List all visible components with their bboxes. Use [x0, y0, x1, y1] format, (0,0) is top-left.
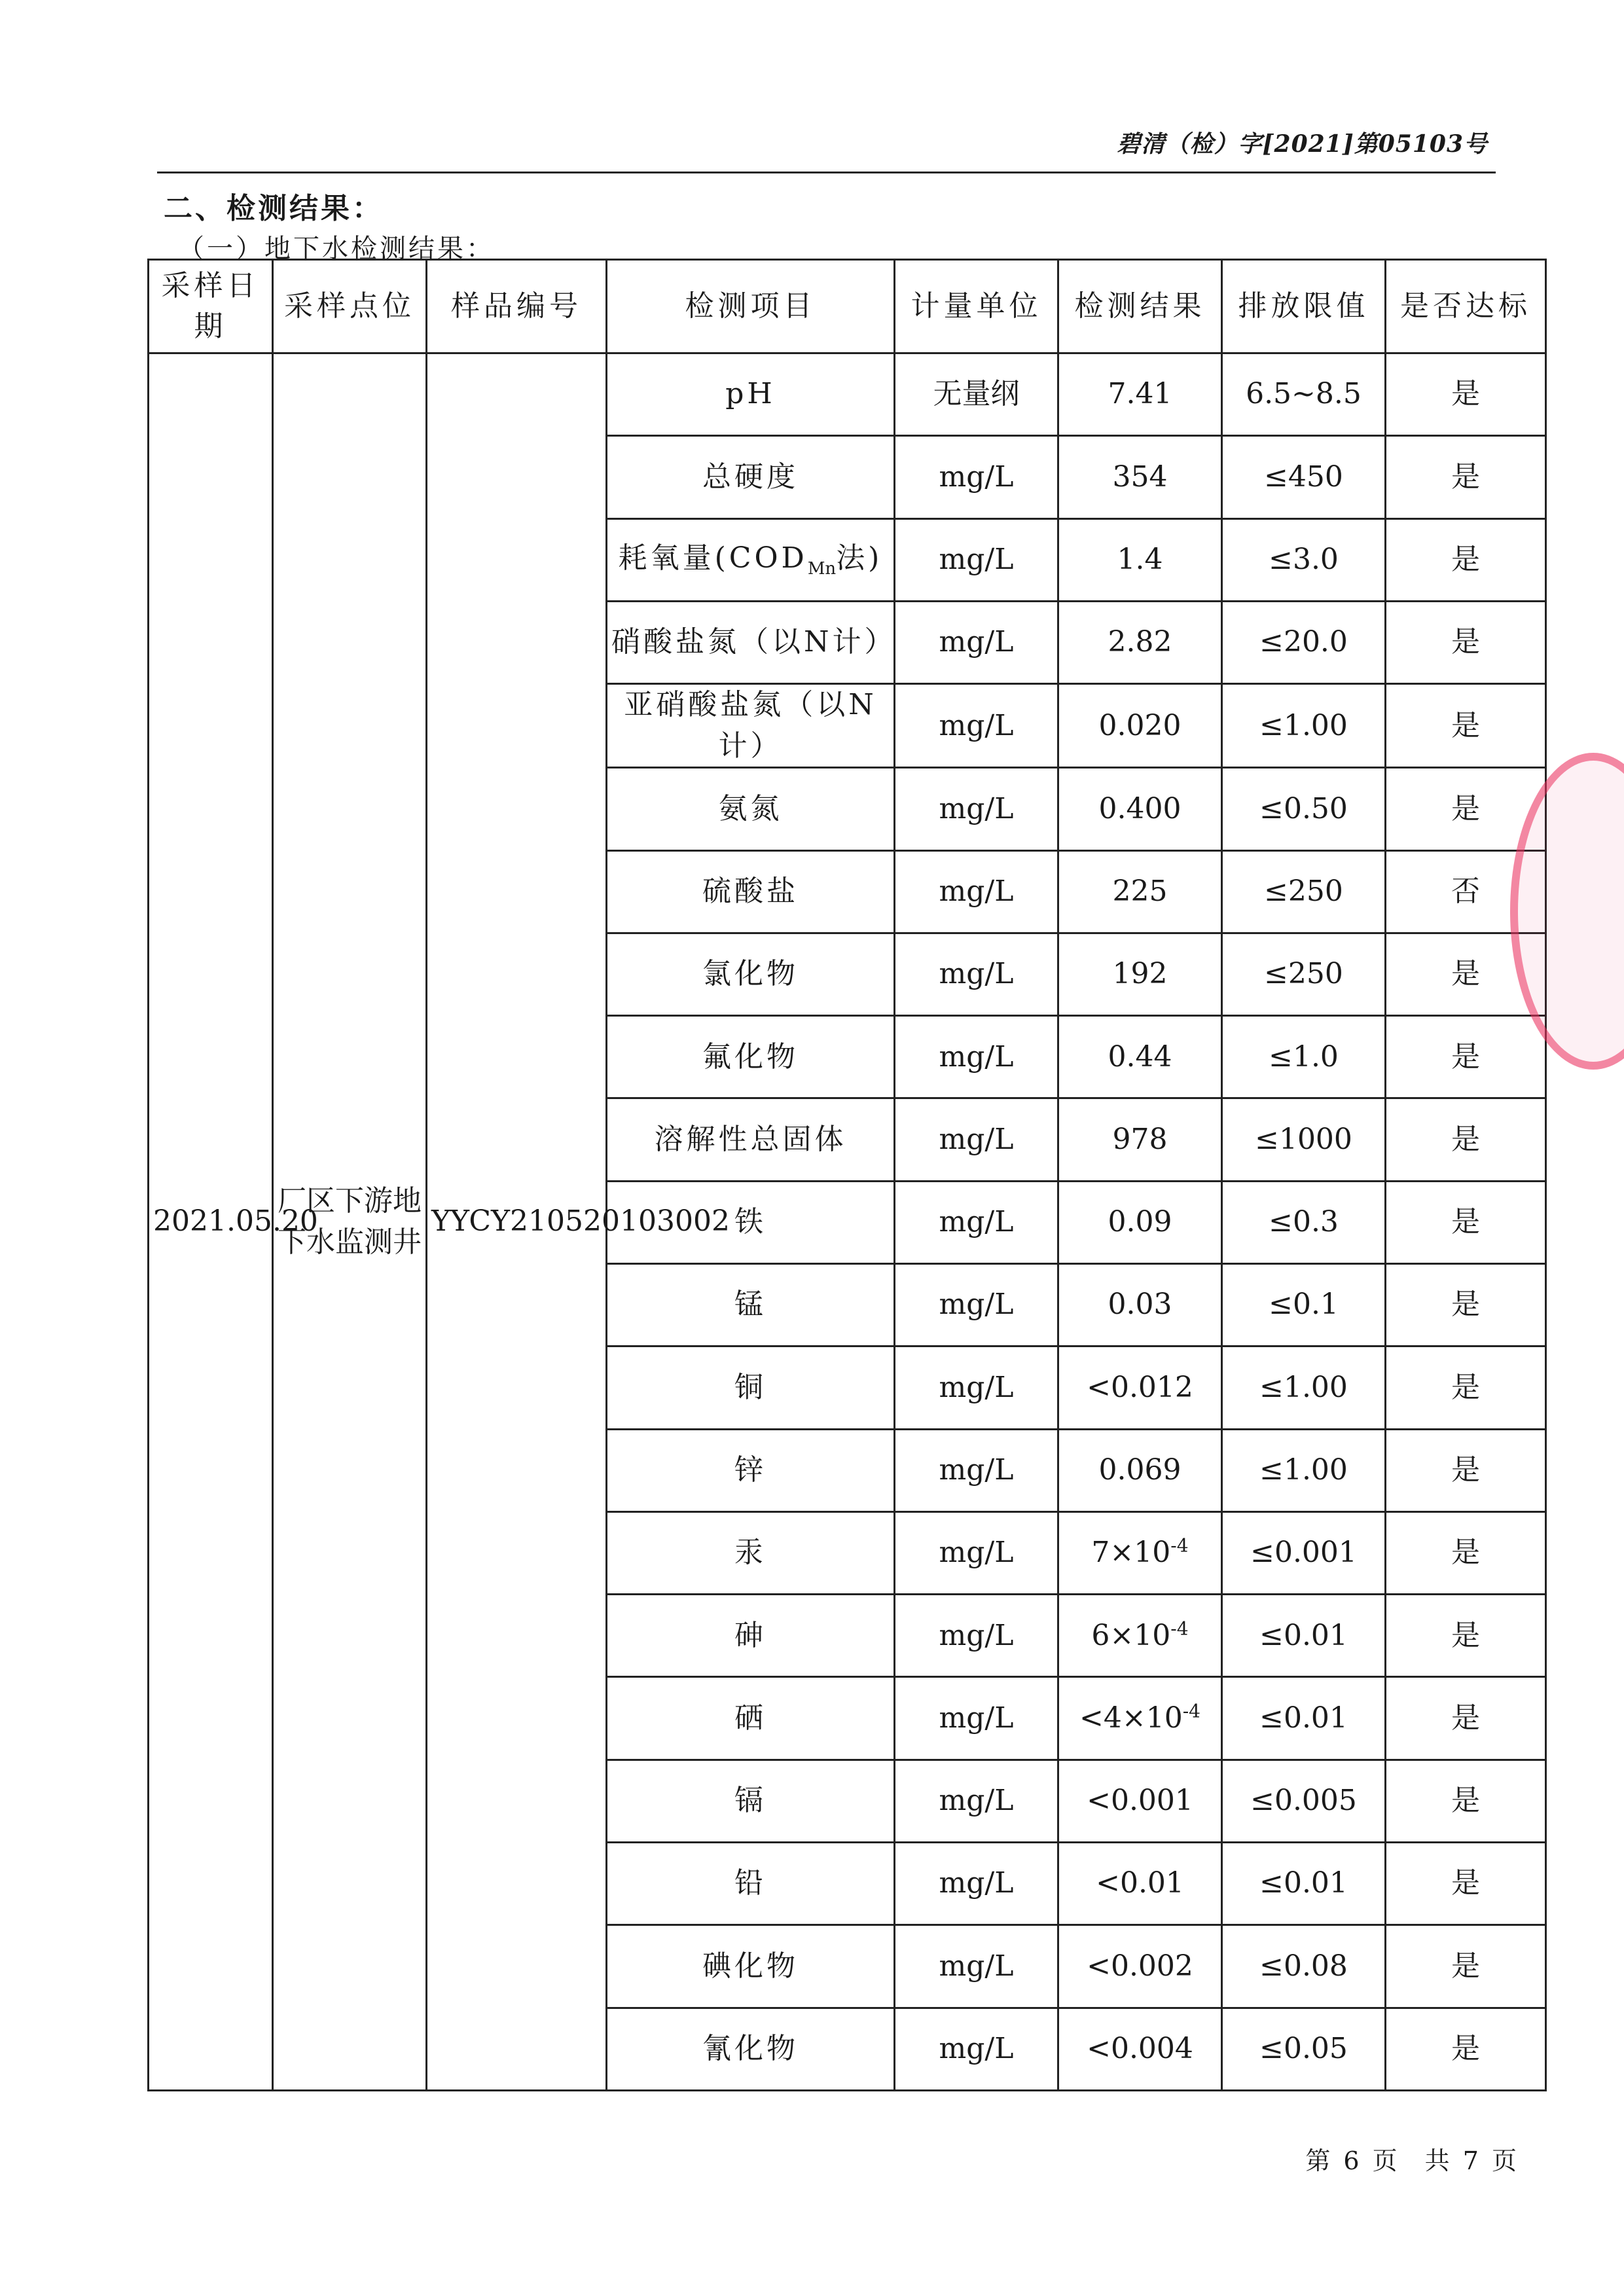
result-value: 0.09: [1108, 1205, 1172, 1239]
item-name: 氰化物: [702, 2032, 799, 2066]
result-value: 354: [1112, 460, 1168, 494]
item-name: 镉: [734, 1784, 767, 1818]
item-name: 铜: [734, 1370, 767, 1404]
compliant-cell: 否: [1386, 850, 1546, 933]
header-compliant: 是否达标: [1386, 260, 1546, 353]
section-title: 二、检测结果：: [164, 192, 384, 225]
limit-cell: ≤20.0: [1222, 601, 1386, 683]
item-name: 锌: [734, 1453, 767, 1487]
compliant-cell: 是: [1386, 768, 1546, 850]
compliant-cell: 是: [1386, 1677, 1546, 1760]
item-cell: [607, 1098, 895, 1181]
header-date: 采样日期: [149, 260, 273, 353]
unit-cell: mg/L: [895, 601, 1058, 683]
groundwater-results-table: [147, 259, 1547, 2091]
unit-cell: mg/L: [895, 1760, 1058, 1842]
compliant-cell: 是: [1386, 2008, 1546, 2090]
compliant-cell: 是: [1386, 1264, 1546, 1346]
unit-cell: mg/L: [895, 768, 1058, 850]
result-value: 0.400: [1098, 791, 1182, 825]
result-cell: [1058, 1346, 1222, 1429]
unit-cell: mg/L: [895, 1098, 1058, 1181]
header-limit: 排放限值: [1222, 260, 1386, 353]
result-exponent: -4: [1170, 1534, 1189, 1557]
result-exponent: -4: [1170, 1617, 1189, 1639]
item-cell: [607, 933, 895, 1015]
unit-cell: mg/L: [895, 1511, 1058, 1594]
result-exponent: -4: [1182, 1700, 1200, 1722]
result-value: 0.020: [1098, 708, 1182, 742]
compliant-cell: 是: [1386, 1429, 1546, 1511]
result-value: 0.069: [1098, 1453, 1182, 1487]
header-item: 检测项目: [607, 260, 895, 353]
result-value: 1.4: [1117, 542, 1163, 576]
limit-cell: ≤1.00: [1222, 1429, 1386, 1511]
limit-cell: ≤450: [1222, 436, 1386, 518]
result-cell: [1058, 684, 1222, 768]
limit-cell: ≤250: [1222, 850, 1386, 933]
result-cell: [1058, 1677, 1222, 1760]
item-name: 亚硝酸盐氮（以N计）: [624, 688, 877, 763]
result-cell: [1058, 601, 1222, 683]
item-name: 溶解性总固体: [654, 1122, 847, 1156]
limit-cell: ≤0.3: [1222, 1181, 1386, 1263]
result-cell: [1058, 1925, 1222, 2008]
result-cell: [1058, 353, 1222, 436]
unit-cell: mg/L: [895, 933, 1058, 1015]
result-cell: [1058, 1016, 1222, 1098]
unit-cell: mg/L: [895, 1264, 1058, 1346]
item-cell: [607, 1264, 895, 1346]
item-name: 汞: [734, 1536, 767, 1570]
result-value: 978: [1112, 1122, 1168, 1156]
limit-cell: ≤250: [1222, 933, 1386, 1015]
item-cell: [607, 436, 895, 518]
compliant-cell: 是: [1386, 353, 1546, 436]
result-value: 0.03: [1108, 1288, 1172, 1322]
item-cell: [607, 1677, 895, 1760]
compliant-cell: 是: [1386, 1346, 1546, 1429]
result-value: 2.82: [1108, 625, 1172, 659]
result-value: 7.41: [1108, 377, 1172, 411]
compliant-cell: 是: [1386, 1595, 1546, 1677]
result-cell: [1058, 436, 1222, 518]
merged-date-cell: 2021.05.20: [149, 353, 273, 2091]
table-header-row: [149, 260, 1546, 353]
document-number: 碧清（检）字[2021]第05103号: [1117, 130, 1488, 158]
item-cell: [607, 1843, 895, 1925]
compliant-cell: 是: [1386, 1181, 1546, 1263]
item-name: 氨氮: [718, 791, 783, 825]
unit-cell: mg/L: [895, 1843, 1058, 1925]
item-cell: [607, 353, 895, 436]
compliant-cell: 是: [1386, 601, 1546, 683]
item-cell: [607, 518, 895, 601]
unit-cell: mg/L: [895, 1677, 1058, 1760]
table-body: [149, 353, 1546, 2091]
merged-sample-no-cell: YYCY210520103002: [427, 353, 607, 2091]
unit-cell: mg/L: [895, 1925, 1058, 2008]
limit-cell: ≤1.0: [1222, 1016, 1386, 1098]
result-cell: [1058, 1760, 1222, 1842]
compliant-cell: 是: [1386, 518, 1546, 601]
result-value: <4×10: [1079, 1701, 1183, 1735]
unit-cell: 无量纲: [895, 353, 1058, 436]
item-name: 硒: [734, 1701, 767, 1735]
unit-cell: mg/L: [895, 1181, 1058, 1263]
item-name: 硫酸盐: [702, 875, 799, 909]
compliant-cell: 是: [1386, 1098, 1546, 1181]
unit-cell: mg/L: [895, 850, 1058, 933]
limit-cell: ≤0.50: [1222, 768, 1386, 850]
result-cell: [1058, 1595, 1222, 1677]
item-cell: [607, 1016, 895, 1098]
header-result: 检测结果: [1058, 260, 1222, 353]
result-cell: [1058, 518, 1222, 601]
item-name: 氟化物: [702, 1039, 799, 1074]
item-name: 砷: [734, 1618, 767, 1652]
unit-cell: mg/L: [895, 1595, 1058, 1677]
item-cell: [607, 684, 895, 768]
unit-cell: mg/L: [895, 518, 1058, 601]
result-value: 0.44: [1108, 1039, 1172, 1074]
header-sample-no: 样品编号: [427, 260, 607, 353]
page-footer: [1305, 2141, 1519, 2177]
limit-cell: ≤0.005: [1222, 1760, 1386, 1842]
item-name: 硝酸盐氮（以N计）: [611, 625, 897, 659]
result-value: 192: [1112, 957, 1168, 991]
result-value: 7×10: [1091, 1536, 1171, 1570]
limit-cell: ≤0.01: [1222, 1677, 1386, 1760]
unit-cell: mg/L: [895, 1346, 1058, 1429]
result-value: 6×10: [1091, 1618, 1171, 1652]
limit-cell: 6.5~8.5: [1222, 353, 1386, 436]
limit-cell: ≤0.08: [1222, 1925, 1386, 2008]
result-cell: [1058, 1098, 1222, 1181]
limit-cell: ≤0.01: [1222, 1595, 1386, 1677]
item-name: 氯化物: [702, 957, 799, 991]
result-value: <0.01: [1096, 1866, 1184, 1900]
unit-cell: mg/L: [895, 1429, 1058, 1511]
result-cell: [1058, 850, 1222, 933]
limit-cell: ≤0.05: [1222, 2008, 1386, 2090]
result-cell: [1058, 1429, 1222, 1511]
compliant-cell: 是: [1386, 933, 1546, 1015]
compliant-cell: 是: [1386, 684, 1546, 768]
item-cell: [607, 850, 895, 933]
result-cell: [1058, 933, 1222, 1015]
unit-cell: mg/L: [895, 2008, 1058, 2090]
item-cell: [607, 768, 895, 850]
item-cell: [607, 1429, 895, 1511]
table-row: [149, 353, 1546, 436]
limit-cell: ≤1000: [1222, 1098, 1386, 1181]
result-cell: [1058, 768, 1222, 850]
limit-cell: ≤1.00: [1222, 684, 1386, 768]
item-name: pH: [725, 377, 776, 411]
unit-cell: mg/L: [895, 1016, 1058, 1098]
item-name: 耗氧量(COD: [618, 541, 808, 575]
limit-cell: ≤0.01: [1222, 1843, 1386, 1925]
limit-cell: ≤0.001: [1222, 1511, 1386, 1594]
result-value: <0.012: [1087, 1370, 1193, 1404]
item-cell: [607, 1595, 895, 1677]
limit-cell: ≤3.0: [1222, 518, 1386, 601]
result-value: <0.001: [1087, 1784, 1193, 1818]
result-value: 225: [1112, 875, 1168, 909]
result-value: <0.004: [1087, 2032, 1193, 2066]
item-cell: [607, 601, 895, 683]
item-name: 铁: [734, 1205, 767, 1239]
item-name-tail: 法): [836, 541, 883, 575]
page-total: 共 7 页: [1424, 2146, 1519, 2175]
item-cell: [607, 1760, 895, 1842]
result-value: <0.002: [1087, 1949, 1193, 1983]
limit-cell: ≤1.00: [1222, 1346, 1386, 1429]
item-subscript: Mn: [807, 559, 837, 579]
result-cell: [1058, 1181, 1222, 1263]
merged-location-cell: 厂区下游地下水监测井: [273, 353, 427, 2091]
limit-cell: ≤0.1: [1222, 1264, 1386, 1346]
compliant-cell: 是: [1386, 1016, 1546, 1098]
result-cell: [1058, 1843, 1222, 1925]
compliant-cell: 是: [1386, 1511, 1546, 1594]
header-unit: 计量单位: [895, 260, 1058, 353]
compliant-cell: 是: [1386, 1760, 1546, 1842]
header-location: 采样点位: [273, 260, 427, 353]
item-cell: [607, 1346, 895, 1429]
item-cell: [607, 2008, 895, 2090]
result-cell: [1058, 2008, 1222, 2090]
result-cell: [1058, 1511, 1222, 1594]
header-rule: [157, 172, 1496, 173]
item-cell: [607, 1511, 895, 1594]
section-subtitle: （一）地下水检测结果：: [178, 234, 495, 264]
compliant-cell: 是: [1386, 1925, 1546, 2008]
item-cell: [607, 1925, 895, 2008]
compliant-cell: 是: [1386, 1843, 1546, 1925]
unit-cell: mg/L: [895, 436, 1058, 518]
page-number: 第 6 页: [1305, 2146, 1400, 2175]
item-name: 锰: [734, 1288, 767, 1322]
item-name: 碘化物: [702, 1949, 799, 1983]
compliant-cell: 是: [1386, 436, 1546, 518]
item-name: 总硬度: [702, 460, 799, 494]
item-name: 铅: [734, 1866, 767, 1900]
result-cell: [1058, 1264, 1222, 1346]
unit-cell: mg/L: [895, 684, 1058, 768]
